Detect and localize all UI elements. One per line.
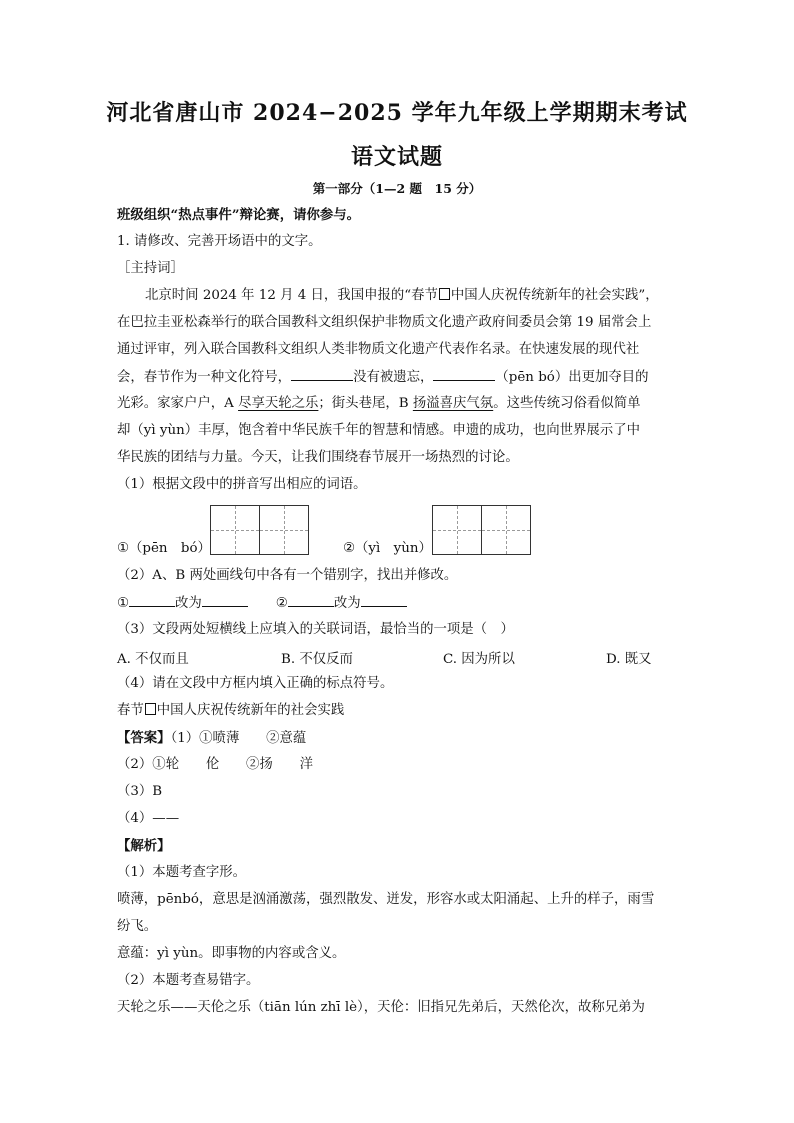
- exam-title: 河北省唐山市 2024−2025 学年九年级上学期期末考试: [106, 100, 688, 126]
- sub-question-3: （3）文段两处短横线上应填入的关联词语，最恰当的一项是（ ）: [117, 622, 514, 637]
- answer-line-2: （2）①轮 伦 ②扬 洋: [117, 757, 313, 772]
- question-1: 1. 请修改、完善开场语中的文字。: [117, 234, 322, 249]
- analysis-line-3: 纷飞。: [117, 919, 158, 934]
- connective-blank-2[interactable]: [433, 368, 495, 381]
- exam-subtitle: 语文试题: [350, 144, 443, 170]
- grid-cell[interactable]: [432, 505, 482, 555]
- underlined-sentence-a: 尽享天轮之乐: [238, 396, 319, 411]
- correction-line: ① 改为 ② 改为: [117, 594, 407, 613]
- pinyin-prompt-2: ②（yì yùn）: [343, 541, 432, 556]
- answer-grid-1[interactable]: [211, 505, 309, 555]
- option-b[interactable]: B. 不仅反而: [281, 652, 353, 667]
- passage-line-7: 华民族的团结与力量。今天，让我们围绕春节展开一场热烈的讨论。: [117, 450, 519, 465]
- punctuation-box[interactable]: [145, 703, 156, 715]
- grid-cell[interactable]: [259, 505, 309, 555]
- passage-line-3: 通过评审，列入联合国教科文组织人类非物质文化遗产代表作名录。在快速发展的现代社: [117, 342, 640, 357]
- option-c[interactable]: C. 因为所以: [443, 652, 515, 667]
- analysis-line-4: 意蕴：yì yùn。即事物的内容或含义。: [117, 946, 346, 961]
- option-d[interactable]: D. 既又: [606, 652, 652, 667]
- answer-line-1: 【答案】（1）①喷薄 ②意蕴: [117, 730, 307, 746]
- passage-line-2: 在巴拉圭亚松森举行的联合国教科文组织保护非物质文化遗产政府间委员会第 19 届常会上: [117, 315, 652, 330]
- sub-question-1: （1）根据文段中的拼音写出相应的词语。: [117, 477, 367, 492]
- passage-line-6: 却（yì yùn）丰厚，饱含着中华民族千年的智慧和情感。申遗的成功，也向世界展示了中: [117, 423, 640, 438]
- wrong-char-blank-1[interactable]: [129, 594, 175, 607]
- underlined-sentence-b: 扬溢喜庆气氛: [412, 396, 494, 411]
- answer-line-4: （4）——: [117, 811, 180, 826]
- passage-line-4: 会，春节作为一种文化符号， 没有被遗忘， （pēn bó）出更加夺目的: [117, 370, 649, 385]
- punctuation-box[interactable]: [439, 288, 450, 300]
- pinyin-prompt-1: ①（pēn bó）: [117, 541, 211, 556]
- correct-char-blank-1[interactable]: [202, 594, 248, 607]
- punctuation-prompt: 春节 中国人庆祝传统新年的社会实践: [117, 703, 345, 718]
- sub-question-4: （4）请在文段中方框内填入正确的标点符号。: [117, 676, 394, 691]
- wrong-char-blank-2[interactable]: [288, 594, 334, 607]
- analysis-line-5: （2）本题考查易错字。: [117, 973, 260, 988]
- correct-char-blank-2[interactable]: [361, 594, 407, 607]
- intro-text: 班级组织“热点事件”辩论赛，请你参与。: [117, 207, 361, 223]
- connective-blank-1[interactable]: [291, 368, 353, 381]
- passage-line-1: 北京时间 2024 年 12 月 4 日，我国申报的“春节 中国人庆祝传统新年的社会实践”，: [145, 288, 659, 303]
- analysis-line-2: 喷薄，pēnbó，意思是汹涌激荡，强烈散发、迸发，形容水或太阳涌起、上升的样子，雨雪: [117, 892, 655, 907]
- answer-grid-2[interactable]: [433, 505, 531, 555]
- section-heading: 第一部分（1—2 题 15 分）: [312, 181, 482, 196]
- option-a[interactable]: A. 不仅而且: [117, 652, 189, 667]
- grid-cell[interactable]: [481, 505, 531, 555]
- host-label: ［主持词］: [117, 261, 184, 276]
- analysis-line-6: 天轮之乐——天伦之乐（tiān lún zhī lè），天伦：旧指兄先弟后，天然伦次，故称兄弟为: [117, 1000, 645, 1015]
- answer-label: 【答案】: [117, 730, 171, 746]
- grid-cell[interactable]: [210, 505, 260, 555]
- passage-line-5: 光彩。家家户户，A 尽享天轮之乐；街头巷尾，B 扬溢喜庆气氛。这些传统习俗看似简单: [117, 396, 641, 411]
- sub-question-2: （2）A、B 两处画线句中各有一个错别字，找出并修改。: [117, 568, 458, 583]
- answer-line-3: （3）B: [117, 784, 163, 799]
- analysis-line-1: （1）本题考查字形。: [117, 865, 247, 880]
- analysis-label: 【解析】: [117, 838, 171, 854]
